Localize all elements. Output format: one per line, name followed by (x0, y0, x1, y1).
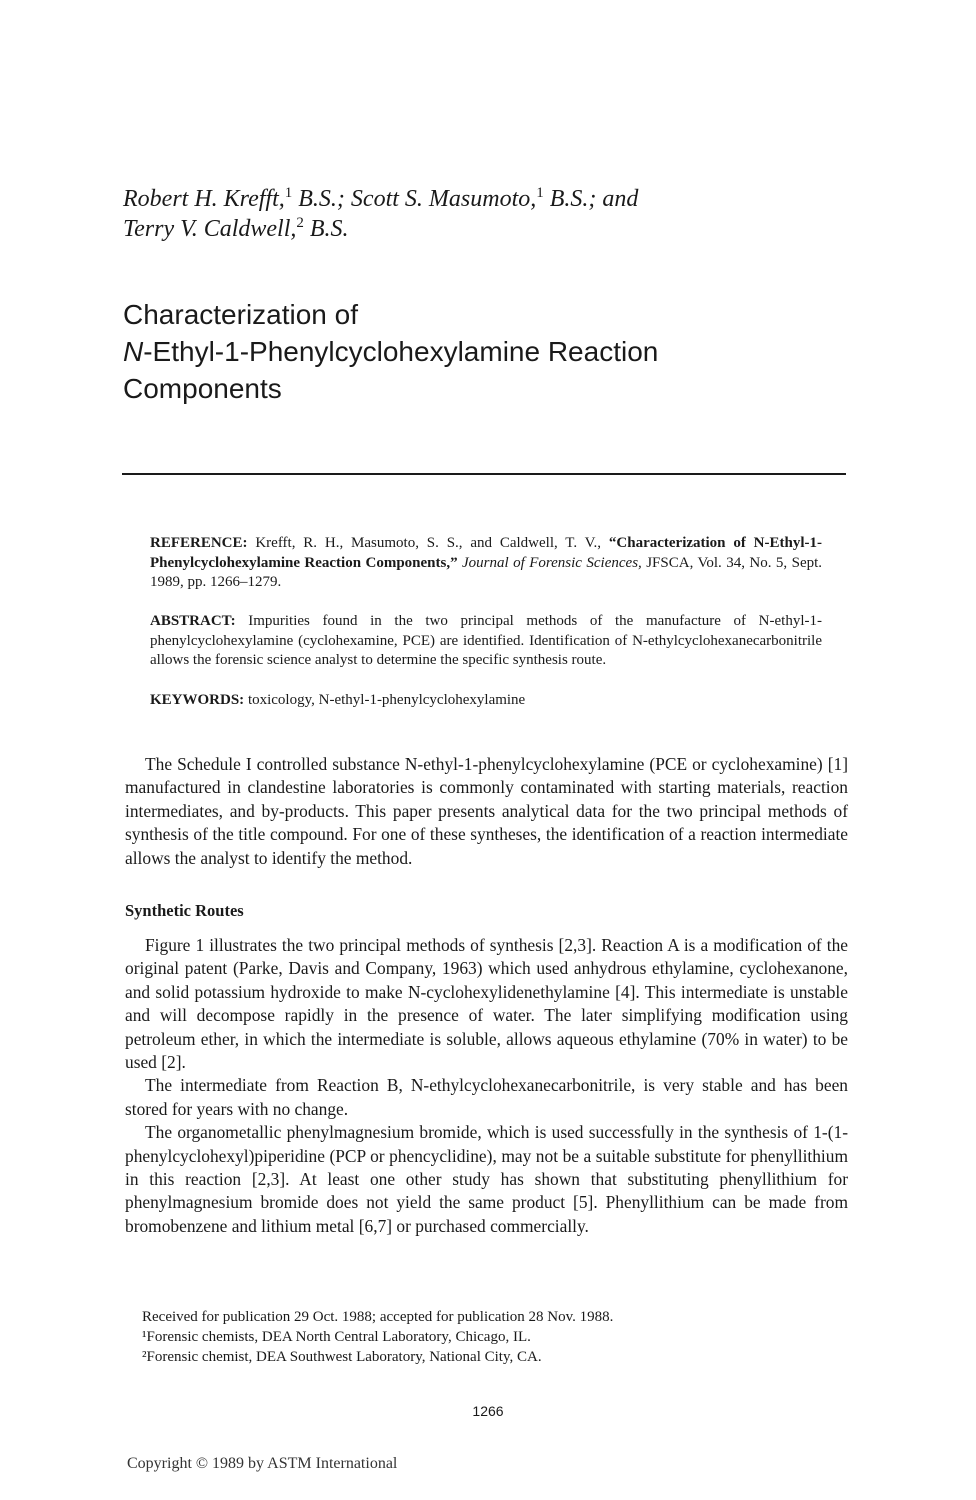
copyright-notice: Copyright © 1989 by ASTM International (127, 1455, 398, 1472)
reference-article-title: “Characterization of N-Ethyl-1-Phenylcyclohexylamine Reaction Components,” (150, 535, 822, 571)
author-degree: B.S.; and (543, 186, 639, 212)
reference-journal: Journal of Forensic Sciences, (457, 554, 642, 571)
affiliation-mark: 1 (536, 185, 544, 201)
abstract-text: Impurities found in the two principal methods of the manufacture of N-ethyl-1-phenylcyclohexylamine (cyclohexamine, PCE) are identified. Identification of N-ethylcyclohexanecarbonitrile allows the forensic science analyst to determine the specific synthesis route. (150, 613, 822, 668)
footnote-1: ¹Forensic chemists, DEA North Central Laboratory, Chicago, IL. (142, 1329, 531, 1345)
title-line: Components (123, 373, 282, 404)
reference-citation: JFSCA, Vol. 34, No. 5, Sept. 1989, pp. 1266–1279. (150, 554, 823, 590)
page-number: 1266 (472, 1403, 504, 1419)
paper-title (123, 296, 883, 407)
abstract-block (150, 612, 822, 671)
intro-paragraph: The Schedule I controlled substance N-ethyl-1-phenylcyclohexylamine (PCE or cyclohexamine) [1] manufactured in clandestine laboratories is commonly contaminated with starting materials, reaction intermediates, and by-products. This paper presents analytical data for the two principal methods of synthesis of the title compound. For one of these syntheses, the identification of a reaction intermediate allows the analyst to identify the method. (125, 754, 848, 868)
section-heading: Synthetic Routes (125, 901, 244, 920)
footnotes (142, 1307, 842, 1367)
title-divider (122, 473, 846, 475)
author-list (123, 184, 883, 244)
footnote-2: ²Forensic chemist, DEA Southwest Laboratory, National City, CA. (142, 1349, 542, 1365)
title-line-rest: -Ethyl-1-Phenylcyclohexylamine Reaction (143, 336, 659, 367)
body-paragraph: Figure 1 illustrates the two principal methods of synthesis [2,3]. Reaction A is a modification of the original patent (Parke, Davis and Company, 1963) which used anhydrous ethylamine, cyclohexanone, and solid potassium hydroxide to make N-cyclohexylidenethylamine [4]. This intermediate is unstable and will decompose rapidly in the presence of water. The later simplifying modification using petroleum ether, in which the intermediate is soluble, allows aqueous ethylamine (70% in water) to be used [2]. (125, 935, 848, 1073)
keywords-text: toxicology, N-ethyl-1-phenylcyclohexylamine (244, 692, 526, 708)
reference-label: REFERENCE: (150, 535, 248, 551)
body-paragraph: The organometallic phenylmagnesium bromide, which is used successfully in the synthesis of 1-(1-phenylcyclohexyl)piperidine (PCP or phencyclidine), may not be a suitable substitute for phenyllithium in this reaction [2,3]. At least one other study has shown that substituting phenyllithium for phenylmagnesium bromide does not yield the same product [5]. Phenyllithium can be made from bromobenzene and lithium metal [6,7] or purchased commercially. (125, 1122, 848, 1236)
affiliation-mark: 2 (296, 215, 304, 231)
title-line (123, 333, 883, 370)
body-paragraph: The intermediate from Reaction B, N-ethylcyclohexanecarbonitrile, is very stable and has been stored for years with no change. (125, 1075, 848, 1119)
title-line: Characterization of (123, 299, 359, 330)
keywords-label: KEYWORDS: (150, 692, 245, 708)
title-italic-prefix: N (123, 336, 144, 367)
author-degree: B.S. (303, 216, 349, 242)
keywords-block (150, 691, 822, 711)
reference-authors: Krefft, R. H., Masumoto, S. S., and Caldwell, T. V., (247, 535, 609, 551)
synthetic-routes-section (125, 934, 848, 1238)
intro-section (125, 753, 848, 870)
affiliation-mark: 1 (284, 185, 293, 201)
abstract-label: ABSTRACT: (150, 613, 236, 629)
author-name: Scott S. Masumoto, (350, 186, 537, 212)
author-name: Terry V. Caldwell, (123, 216, 297, 242)
author-degree: B.S.; (292, 186, 351, 212)
author-name: Robert H. Krefft, (123, 186, 285, 212)
footnote-received: Received for publication 29 Oct. 1988; accepted for publication 28 Nov. 1988. (142, 1309, 614, 1325)
reference-block (150, 534, 822, 593)
